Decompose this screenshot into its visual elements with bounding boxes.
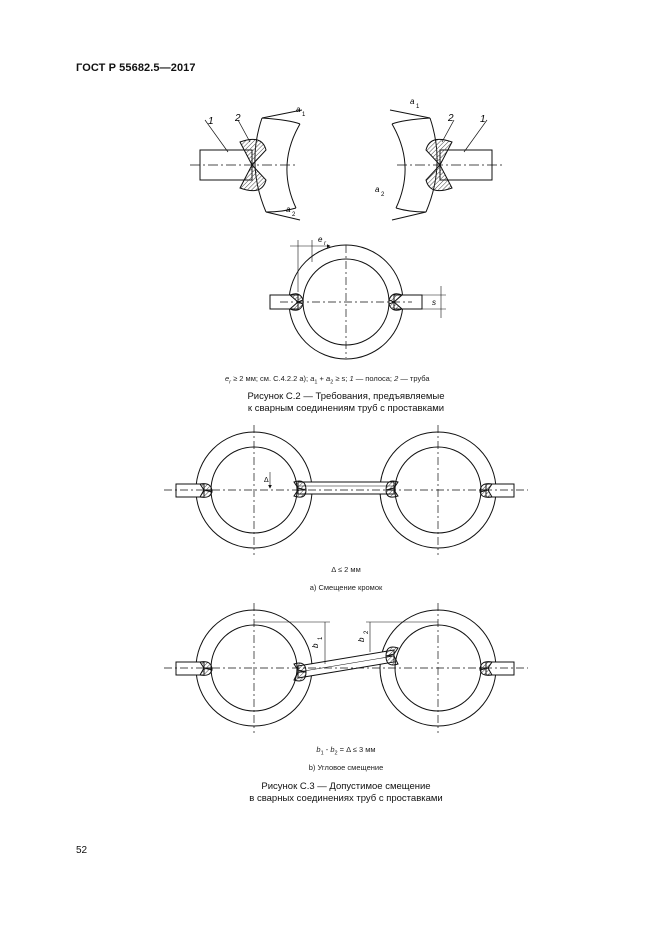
detail-right [390,110,502,220]
figure-c3a-caption: a) Смещение кромок [309,583,383,592]
label-a2-sub-left: 2 [292,212,296,218]
label-b1-sub: 1 [318,636,324,640]
figure-c2-legend: $e_r \ge 2$ мм; см. С.4.2.2 а); $a_1 + a_2 \ge s$; 1 — полоса; 2 — труба [225,374,430,386]
figure-c3b-caption: b) Угловое смещение [308,763,384,772]
label-er-sub: r [324,241,326,247]
figure-c2-caption [196,391,496,415]
label-1-right: 1 [480,114,486,125]
label-s: s [432,298,436,307]
figure-c3-caption-line1: Рисунок С.3 — Допустимое смещение [261,781,431,792]
label-delta: Δ [264,477,269,484]
label-er: e [318,235,323,244]
figure-c2-caption-line1: Рисунок С.2 — Требования, предъявляемые [247,391,445,402]
label-b2: b [357,637,366,642]
label-a2-sub-right: 2 [381,192,385,198]
label-a1-right: a [410,97,415,106]
label-2-right: 2 [448,113,454,124]
label-a2-right: a [375,185,380,194]
label-a2-left: a [286,205,291,214]
label-a1-left: a [296,105,301,114]
figure-c2-caption-line2: к сварным соединениям труб с проставками [247,403,445,414]
document-header: ГОСТ Р 55682.5—2017 [76,62,196,74]
label-a1-sub-right: 1 [416,104,420,110]
figure-c3a-drawing [164,425,528,555]
label-a1-sub-left: 1 [302,112,306,118]
figure-c3a-condition: Δ ≤ 2 мм [331,565,361,574]
pipe-with-strips [270,240,446,359]
figure-c3b-drawing [164,603,528,733]
figure-c3b-condition: $b_1 - b_2 = \Delta \le 3$ мм [316,745,376,757]
label-2-left: 2 [235,113,241,124]
label-b2-sub: 2 [364,630,370,634]
figure-c3-caption-line2: в сварных соединениях труб с проставками [249,793,443,804]
label-1-left: 1 [208,116,214,127]
detail-left [190,110,302,220]
page-number: 52 [76,845,88,856]
label-b1: b [311,643,320,648]
figure-c3-caption [196,781,496,805]
